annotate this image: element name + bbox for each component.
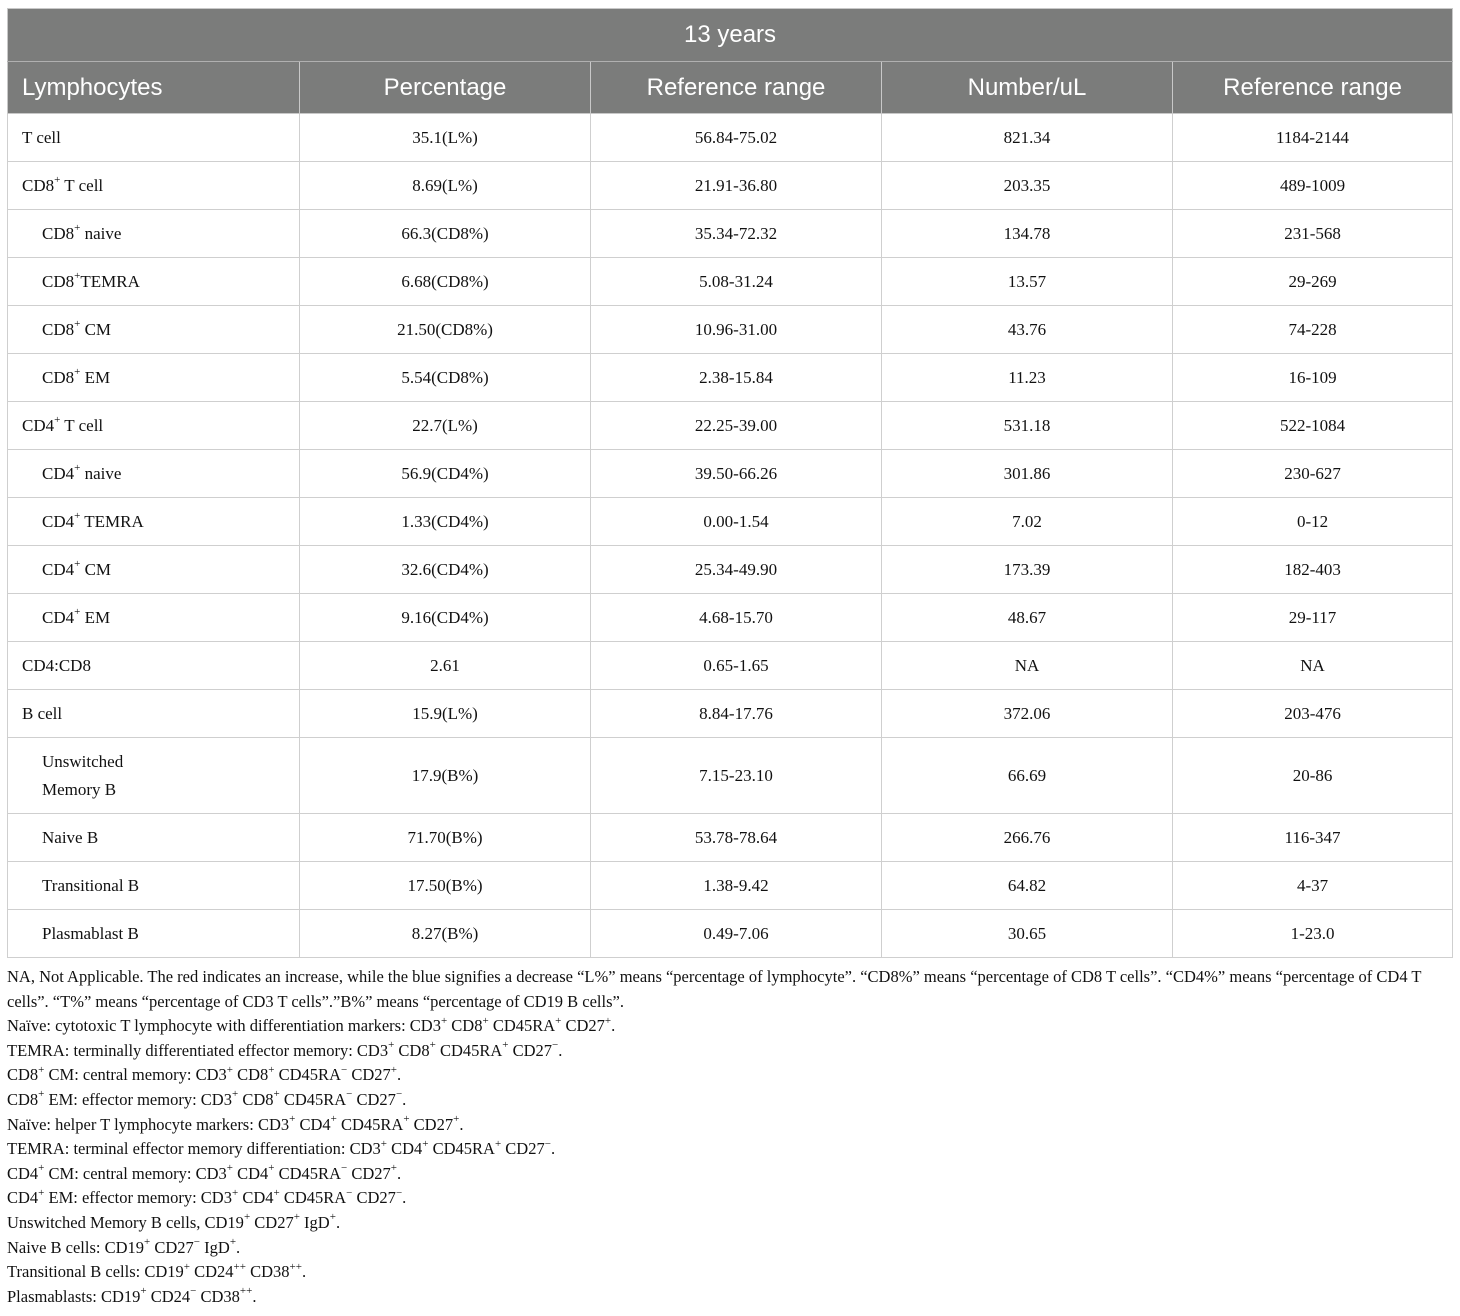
percentage-cell: 5.54(CD8%) <box>300 354 591 402</box>
footnote-text: Plasmablasts: CD19 <box>7 1286 141 1306</box>
reference-range-num-cell: 182-403 <box>1173 546 1453 594</box>
footnote-text: CD4 <box>386 1139 423 1159</box>
footnote-superscript: + <box>231 1186 239 1199</box>
reference-range-num-cell: 522-1084 <box>1173 402 1453 450</box>
reference-range-pct-cell: 0.00-1.54 <box>591 498 882 546</box>
footnote-superscript: + <box>403 1113 410 1126</box>
label-text: naive <box>80 463 122 483</box>
footnote-text: CM: central memory: CD3 <box>44 1065 227 1085</box>
label-text: CM <box>80 559 112 579</box>
footnote-superscript: − <box>395 1186 403 1199</box>
table-row <box>8 862 1453 910</box>
row-label: Plasmablast B <box>8 910 300 958</box>
footnote-superscript: + <box>243 1211 251 1224</box>
percentage-cell: 71.70(B%) <box>300 814 591 862</box>
footnote-definition <box>7 1162 1452 1187</box>
footnote-superscript: + <box>388 1039 395 1052</box>
reference-range-pct-cell: 22.25-39.00 <box>591 402 882 450</box>
reference-range-pct-cell: 1.38-9.42 <box>591 862 882 910</box>
reference-range-num-cell: 1184-2144 <box>1173 114 1453 162</box>
footnote-definition <box>7 1211 1452 1236</box>
percentage-cell: 56.9(CD4%) <box>300 450 591 498</box>
number-cell: 203.35 <box>882 162 1173 210</box>
column-header-reference-range-pct: Reference range <box>591 62 882 114</box>
footnote-superscript: + <box>440 1014 448 1027</box>
label-text: EM <box>80 607 111 627</box>
footnote-superscript: + <box>502 1039 509 1052</box>
footnote-superscript: + <box>38 1186 45 1199</box>
reference-range-num-cell: 20-86 <box>1173 738 1453 814</box>
number-cell: 531.18 <box>882 402 1173 450</box>
footnote-superscript: + <box>144 1236 151 1249</box>
reference-range-pct-cell: 53.78-78.64 <box>591 814 882 862</box>
footnote-superscript: + <box>453 1113 460 1126</box>
row-label: T cell <box>8 114 300 162</box>
footnote-text: . <box>396 1065 402 1085</box>
footnote-text: . <box>396 1163 402 1183</box>
reference-range-num-cell: 1-23.0 <box>1173 910 1453 958</box>
footnote-text: CD4 <box>7 1163 39 1183</box>
row-label <box>8 162 300 210</box>
label-superscript: + <box>54 173 61 186</box>
footnote-definition <box>7 1260 1452 1285</box>
footnote-superscript: + <box>183 1260 190 1273</box>
label-text: CD4 <box>42 463 75 483</box>
footnote-text: Unswitched Memory B cells, CD19 <box>7 1212 244 1232</box>
reference-range-num-cell: 489-1009 <box>1173 162 1453 210</box>
footnote-superscript: + <box>231 1088 239 1101</box>
footnote-text: CD27 <box>347 1065 391 1085</box>
percentage-cell: 17.50(B%) <box>300 862 591 910</box>
column-header-number: Number/uL <box>882 62 1173 114</box>
footnote-superscript: + <box>289 1113 296 1126</box>
reference-range-num-cell: 203-476 <box>1173 690 1453 738</box>
footnote-text: CD38 <box>245 1262 290 1282</box>
footnote-definition <box>7 1014 1452 1039</box>
label-text: CD4 <box>22 415 55 435</box>
table-row <box>8 498 1453 546</box>
label-superscript: + <box>74 221 81 234</box>
footnote-definition <box>7 1236 1452 1261</box>
footnote-text: Naive B cells: CD19 <box>7 1237 145 1257</box>
table-row <box>8 354 1453 402</box>
footnote-superscript: + <box>38 1162 45 1175</box>
footnote-text: Transitional B cells: CD19 <box>7 1262 184 1282</box>
percentage-cell: 2.61 <box>300 642 591 690</box>
percentage-cell: 32.6(CD4%) <box>300 546 591 594</box>
footnote-text: CD38 <box>196 1286 240 1306</box>
table-row <box>8 162 1453 210</box>
footnote-text: CD27 <box>347 1163 391 1183</box>
footnote-superscript: − <box>340 1063 348 1076</box>
footnote-intro: NA, Not Applicable. The red indicates an increase, while the blue signifies a decrease “L%” means “percentage of lymphocyte”. “CD8%” means “percentage of CD8 T cells”. “CD4%” means “percentage of CD4 T cells”. “T%” means “percentage of CD3 T cells”.”B%” means “percentage of CD19 B cells”. <box>7 967 1422 1011</box>
footnote-text: . <box>402 1188 407 1208</box>
footnote-text: CD27 <box>250 1212 294 1232</box>
label-superscript: + <box>74 365 81 378</box>
footnote-text: . <box>301 1262 307 1282</box>
table-title: 13 years <box>8 9 1453 62</box>
number-cell: 30.65 <box>882 910 1173 958</box>
footnote-text: CD27 <box>501 1139 545 1159</box>
footnote-superscript: − <box>346 1088 353 1101</box>
footnote-text: CD27 <box>409 1114 454 1134</box>
table-row <box>8 814 1453 862</box>
percentage-cell: 66.3(CD8%) <box>300 210 591 258</box>
label-text: TEMRA <box>80 511 144 531</box>
lymphocyte-table <box>7 8 1453 958</box>
table-row <box>8 402 1453 450</box>
row-label <box>8 402 300 450</box>
footnote-text: Naïve: helper T lymphocyte markers: CD3 <box>7 1114 290 1134</box>
label-text: T cell <box>60 175 104 195</box>
footnote-superscript: + <box>390 1162 397 1175</box>
table-row <box>8 114 1453 162</box>
footnote-superscript: + <box>226 1162 233 1175</box>
footnote-definition <box>7 1285 1452 1310</box>
footnote-text: . <box>558 1040 563 1060</box>
footnote-text: CD45RA <box>279 1089 347 1109</box>
label-text: CD8 <box>42 271 75 291</box>
label-superscript: + <box>74 269 81 282</box>
label-text: TEMRA <box>80 271 140 291</box>
label-line-1: Unswitched <box>42 751 124 771</box>
label-superscript: + <box>54 413 61 426</box>
table-title-row <box>8 9 1453 62</box>
footnote-text: . <box>459 1114 464 1134</box>
footnote-text: CD4 <box>233 1163 269 1183</box>
label-text: CD8 <box>42 367 75 387</box>
percentage-cell: 8.27(B%) <box>300 910 591 958</box>
footnote-text: . <box>402 1089 407 1109</box>
number-cell: 11.23 <box>882 354 1173 402</box>
footnote-text: CD45RA <box>428 1139 495 1159</box>
footnote-text: CD8 <box>447 1016 483 1036</box>
footnote-text: CD4 <box>238 1188 274 1208</box>
label-superscript: + <box>74 557 81 570</box>
table-row <box>8 738 1453 814</box>
table-row <box>8 910 1453 958</box>
label-text: naive <box>80 223 122 243</box>
footnote-text: TEMRA: terminal effector memory differentiation: CD3 <box>7 1139 381 1159</box>
footnote-text: CD45RA <box>336 1114 404 1134</box>
footnote-text: . <box>550 1139 556 1159</box>
footnote-text: EM: effector memory: CD3 <box>44 1089 232 1109</box>
table-footnotes <box>7 965 1452 1309</box>
table-row <box>8 690 1453 738</box>
label-text: CD4 <box>42 559 75 579</box>
table-row <box>8 642 1453 690</box>
label-superscript: + <box>74 317 81 330</box>
number-cell: 43.76 <box>882 306 1173 354</box>
footnote-superscript: − <box>544 1137 551 1150</box>
row-label <box>8 210 300 258</box>
percentage-cell: 17.9(B%) <box>300 738 591 814</box>
reference-range-num-cell: 29-269 <box>1173 258 1453 306</box>
footnote-definition <box>7 1039 1452 1064</box>
footnote-definition <box>7 1113 1452 1138</box>
row-label: CD4:CD8 <box>8 642 300 690</box>
reference-range-num-cell: NA <box>1173 642 1453 690</box>
label-superscript: + <box>74 509 81 522</box>
footnote-superscript: + <box>38 1063 45 1076</box>
footnote-text: . <box>236 1237 241 1257</box>
footnote-text: CD45RA <box>274 1163 341 1183</box>
footnote-text: CD45RA <box>488 1016 556 1036</box>
footnote-text: CD27 <box>150 1237 194 1257</box>
number-cell: 13.57 <box>882 258 1173 306</box>
row-label <box>8 258 300 306</box>
row-label <box>8 450 300 498</box>
number-cell: 48.67 <box>882 594 1173 642</box>
footnote-superscript: − <box>190 1285 197 1298</box>
table-row <box>8 594 1453 642</box>
footnote-superscript: + <box>268 1063 275 1076</box>
row-label <box>8 354 300 402</box>
row-label: Transitional B <box>8 862 300 910</box>
footnote-definition <box>7 1088 1452 1113</box>
reference-range-pct-cell: 0.49-7.06 <box>591 910 882 958</box>
footnote-text: Naïve: cytotoxic T lymphocyte with differentiation markers: CD3 <box>7 1016 441 1036</box>
footnote-text: CD8 <box>394 1040 430 1060</box>
footnote-superscript: − <box>193 1236 201 1249</box>
reference-range-num-cell: 0-12 <box>1173 498 1453 546</box>
footnote-superscript: + <box>229 1236 237 1249</box>
reference-range-pct-cell: 21.91-36.80 <box>591 162 882 210</box>
footnote-superscript: + <box>140 1285 147 1298</box>
footnote-superscript: + <box>268 1162 275 1175</box>
table-header-row <box>8 62 1453 114</box>
footnote-text: . <box>252 1286 257 1306</box>
footnote-text: IgD <box>200 1237 230 1257</box>
reference-range-num-cell: 116-347 <box>1173 814 1453 862</box>
reference-range-pct-cell: 10.96-31.00 <box>591 306 882 354</box>
footnote-text: . <box>611 1016 616 1036</box>
reference-range-pct-cell: 2.38-15.84 <box>591 354 882 402</box>
table-row <box>8 450 1453 498</box>
footnote-superscript: + <box>604 1014 612 1027</box>
reference-range-pct-cell: 4.68-15.70 <box>591 594 882 642</box>
footnote-superscript: + <box>38 1088 45 1101</box>
row-label: B cell <box>8 690 300 738</box>
column-header-percentage: Percentage <box>300 62 591 114</box>
percentage-cell: 6.68(CD8%) <box>300 258 591 306</box>
reference-range-pct-cell: 35.34-72.32 <box>591 210 882 258</box>
footnote-text: CM: central memory: CD3 <box>44 1163 227 1183</box>
footnote-text: CD24 <box>190 1262 234 1282</box>
footnote-superscript: ++ <box>239 1285 253 1298</box>
reference-range-num-cell: 16-109 <box>1173 354 1453 402</box>
footnote-superscript: ++ <box>233 1260 246 1273</box>
percentage-cell: 21.50(CD8%) <box>300 306 591 354</box>
footnote-text: CD45RA <box>274 1065 341 1085</box>
footnote-superscript: − <box>340 1162 348 1175</box>
footnote-superscript: + <box>380 1137 387 1150</box>
reference-range-num-cell: 231-568 <box>1173 210 1453 258</box>
reference-range-pct-cell: 5.08-31.24 <box>591 258 882 306</box>
row-label <box>8 306 300 354</box>
table-row <box>8 306 1453 354</box>
label-text: T cell <box>60 415 104 435</box>
label-text: CD8 <box>42 319 75 339</box>
footnote-superscript: + <box>422 1137 429 1150</box>
number-cell: 7.02 <box>882 498 1173 546</box>
footnote-superscript: + <box>555 1014 562 1027</box>
footnote-superscript: − <box>346 1186 353 1199</box>
footnote-definition <box>7 1137 1452 1162</box>
percentage-cell: 22.7(L%) <box>300 402 591 450</box>
footnote-superscript: + <box>330 1113 337 1126</box>
footnote-text: CD45RA <box>435 1040 503 1060</box>
percentage-cell: 35.1(L%) <box>300 114 591 162</box>
number-cell: 266.76 <box>882 814 1173 862</box>
footnote-superscript: + <box>429 1039 436 1052</box>
table-container <box>7 8 1452 1309</box>
footnote-text: EM: effector memory: CD3 <box>44 1188 232 1208</box>
footnote-superscript: ++ <box>289 1260 302 1273</box>
table-row <box>8 210 1453 258</box>
reference-range-num-cell: 29-117 <box>1173 594 1453 642</box>
footnote-superscript: − <box>552 1039 559 1052</box>
number-cell: 66.69 <box>882 738 1173 814</box>
label-text: CD8 <box>42 223 75 243</box>
reference-range-pct-cell: 8.84-17.76 <box>591 690 882 738</box>
footnote-text: IgD <box>299 1212 330 1232</box>
column-header-lymphocytes: Lymphocytes <box>8 62 300 114</box>
footnote-superscript: + <box>329 1211 336 1224</box>
reference-range-pct-cell: 7.15-23.10 <box>591 738 882 814</box>
footnote-text: CD4 <box>7 1188 39 1208</box>
percentage-cell: 15.9(L%) <box>300 690 591 738</box>
reference-range-num-cell: 74-228 <box>1173 306 1453 354</box>
label-line-2: Memory B <box>42 779 117 799</box>
reference-range-num-cell: 4-37 <box>1173 862 1453 910</box>
label-text: EM <box>80 367 111 387</box>
label-text: CD4 <box>42 607 75 627</box>
label-text: CD4 <box>42 511 75 531</box>
footnote-superscript: + <box>390 1063 397 1076</box>
footnote-text: TEMRA: terminally differentiated effector memory: CD3 <box>7 1040 389 1060</box>
footnote-text: . <box>335 1212 341 1232</box>
reference-range-pct-cell: 56.84-75.02 <box>591 114 882 162</box>
reference-range-pct-cell: 39.50-66.26 <box>591 450 882 498</box>
row-label <box>8 594 300 642</box>
footnote-superscript: + <box>273 1088 280 1101</box>
label-superscript: + <box>74 461 81 474</box>
footnote-text: CD8 <box>233 1065 269 1085</box>
footnote-text: CD27 <box>508 1040 553 1060</box>
percentage-cell: 8.69(L%) <box>300 162 591 210</box>
footnote-superscript: + <box>494 1137 502 1150</box>
footnote-text: CD27 <box>352 1188 396 1208</box>
number-cell: 134.78 <box>882 210 1173 258</box>
footnote-superscript: + <box>226 1063 233 1076</box>
reference-range-pct-cell: 25.34-49.90 <box>591 546 882 594</box>
number-cell: 173.39 <box>882 546 1173 594</box>
table-row <box>8 546 1453 594</box>
footnote-definition <box>7 1186 1452 1211</box>
footnote-superscript: − <box>395 1088 403 1101</box>
table-row <box>8 258 1453 306</box>
footnote-text: CD24 <box>146 1286 191 1306</box>
footnote-text: CD8 <box>238 1089 274 1109</box>
footnote-text: CD4 <box>295 1114 331 1134</box>
label-text: CM <box>80 319 112 339</box>
row-label <box>8 498 300 546</box>
footnote-definition <box>7 1063 1452 1088</box>
footnote-text: CD27 <box>561 1016 605 1036</box>
percentage-cell: 9.16(CD4%) <box>300 594 591 642</box>
column-header-reference-range-num: Reference range <box>1173 62 1453 114</box>
reference-range-pct-cell: 0.65-1.65 <box>591 642 882 690</box>
number-cell: 372.06 <box>882 690 1173 738</box>
row-label <box>8 738 300 814</box>
footnote-text: CD8 <box>7 1089 39 1109</box>
label-superscript: + <box>74 605 81 618</box>
number-cell: 301.86 <box>882 450 1173 498</box>
label-text: CD8 <box>22 175 55 195</box>
number-cell: NA <box>882 642 1173 690</box>
row-label: Naive B <box>8 814 300 862</box>
footnote-text: CD45RA <box>279 1188 347 1208</box>
row-label <box>8 546 300 594</box>
number-cell: 821.34 <box>882 114 1173 162</box>
number-cell: 64.82 <box>882 862 1173 910</box>
percentage-cell: 1.33(CD4%) <box>300 498 591 546</box>
reference-range-num-cell: 230-627 <box>1173 450 1453 498</box>
footnote-text: CD27 <box>352 1089 396 1109</box>
footnote-superscript: + <box>482 1014 489 1027</box>
footnote-superscript: + <box>273 1186 280 1199</box>
footnote-superscript: + <box>293 1211 300 1224</box>
footnote-text: CD8 <box>7 1065 39 1085</box>
